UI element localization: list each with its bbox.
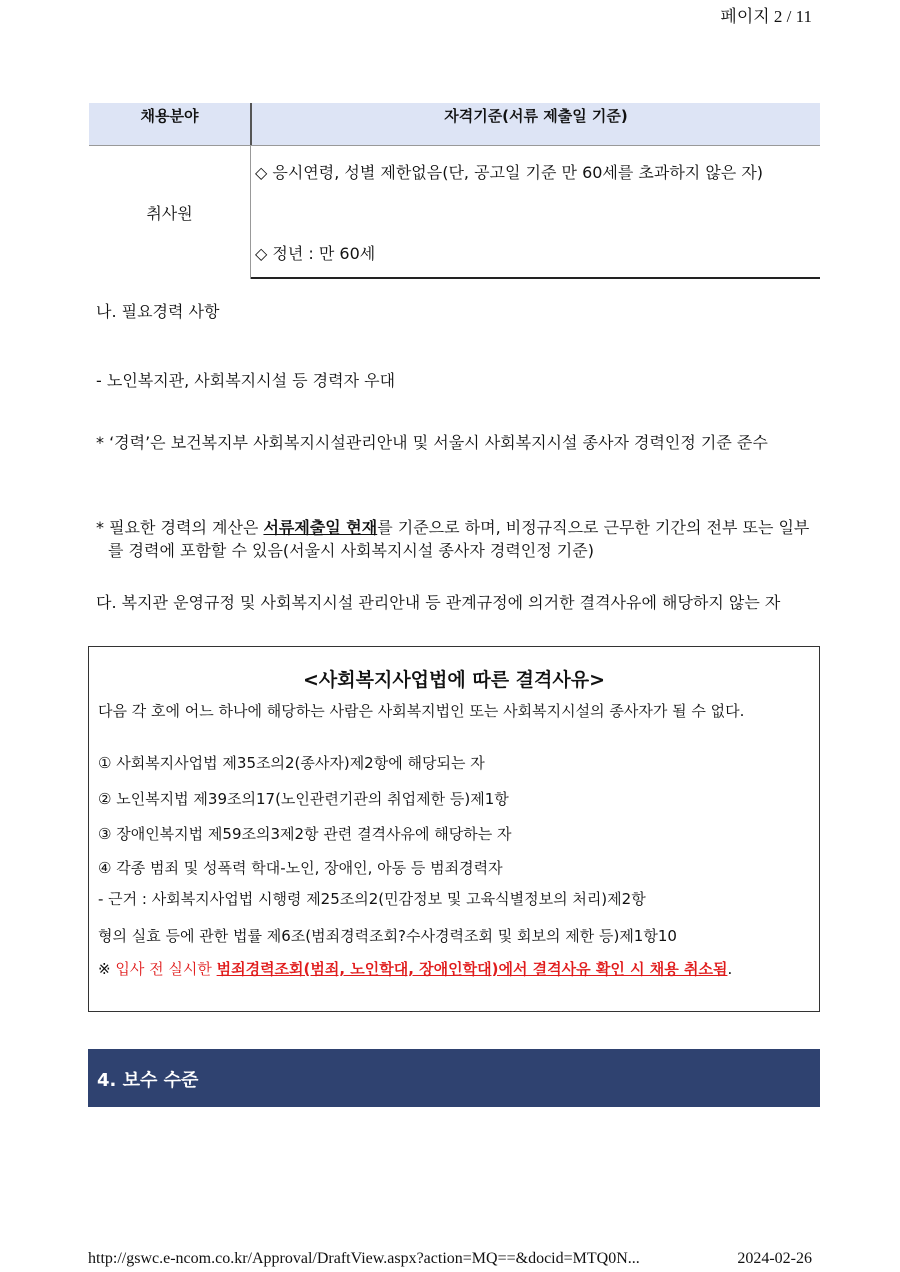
- note-2-emphasis: 서류제출일 현재: [263, 518, 378, 537]
- qualification-table: [89, 103, 820, 279]
- experience-note-2: [96, 516, 816, 562]
- footer-date: 2024-02-26: [737, 1250, 812, 1267]
- table-header-row: [89, 103, 820, 145]
- section-4-title: 4. 보수 수준: [97, 1070, 199, 1091]
- cancellation-warning: [98, 961, 810, 978]
- table-header-field: 채용분야: [140, 107, 199, 125]
- disqualification-intro: 다음 각 호에 어느 하나에 해당하는 사람은 사회복지법인 또는 사회복지시설의 종사자가 될 수 없다.: [98, 702, 745, 720]
- section-c-title: 다. 복지관 운영규정 및 사회복지시설 관리안내 등 관계규정에 의거한 결격사유에 해당하지 않는 자: [96, 593, 781, 612]
- legal-basis-1: - 근거 : 사회복지사업법 시행령 제25조의2(민감정보 및 고육식별정보의 처리)제2항: [98, 890, 646, 908]
- disqualification-item-1: ① 사회복지사업법 제35조의2(종사자)제2항에 해당되는 자: [98, 754, 485, 772]
- warning-bold-text: 범죄경력조회(범죄, 노인학대, 장애인학대)에서 결격사유 확인 시 채용 취소됨: [216, 960, 728, 978]
- table-cell-field: 취사원: [146, 204, 193, 223]
- table-cell-divider: [250, 146, 251, 279]
- experience-note-1: * ‘경력’은 보건복지부 사회복지시설관리안내 및 서울시 사회복지시설 종사자 경력인정 기준 준수: [96, 433, 768, 452]
- disqualification-item-4: ④ 각종 범죄 및 성폭력 학대-노인, 장애인, 아동 등 범죄경력자: [98, 859, 503, 877]
- warning-end: .: [727, 960, 733, 978]
- criteria-retirement: ◇ 정년 : 만 60세: [255, 244, 376, 263]
- page-number: 페이지 2 / 11: [720, 7, 812, 26]
- experience-preference: - 노인복지관, 사회복지시설 등 경력자 우대: [96, 371, 396, 390]
- disqualification-title: <사회복지사업법에 따른 결격사유>: [302, 669, 606, 691]
- warning-prefix: ※: [98, 960, 116, 978]
- note-2-before: * 필요한 경력의 계산은: [96, 518, 264, 537]
- note-2-after: 를 기준으로 하며, 비정규직으로 근무한 기간의 전부 또는 일부를 경력에 포함할 수 있음(서울시 사회복지시설 종사자 경력인정 기준): [108, 518, 810, 560]
- table-header-border: [89, 145, 820, 146]
- legal-basis-2: 형의 실효 등에 관한 법률 제6조(범죄경력조회?수사경력조회 및 회보의 제한 등)제1항10: [98, 927, 677, 945]
- section-4-bar: [88, 1049, 820, 1107]
- criteria-age: ◇ 응시연령, 성별 제한없음(단, 공고일 기준 만 60세를 초과하지 않은 자): [255, 163, 764, 182]
- section-b-title: 나. 필요경력 사항: [96, 302, 220, 321]
- disqualification-item-3: ③ 장애인복지법 제59조의3제2항 관련 결격사유에 해당하는 자: [98, 825, 512, 843]
- table-header-criteria: 자격기준(서류 제출일 기준): [444, 107, 628, 125]
- warning-red-text: 입사 전 실시한: [115, 960, 217, 978]
- disqualification-item-2: ② 노인복지법 제39조의17(노인관련기관의 취업제한 등)제1항: [98, 790, 509, 808]
- disqualification-box: [88, 646, 820, 1012]
- table-bottom-border: [251, 277, 820, 279]
- footer-url: http://gswc.e-ncom.co.kr/Approval/DraftView.aspx?action=MQ==&docid=MTQ0N...: [88, 1250, 640, 1267]
